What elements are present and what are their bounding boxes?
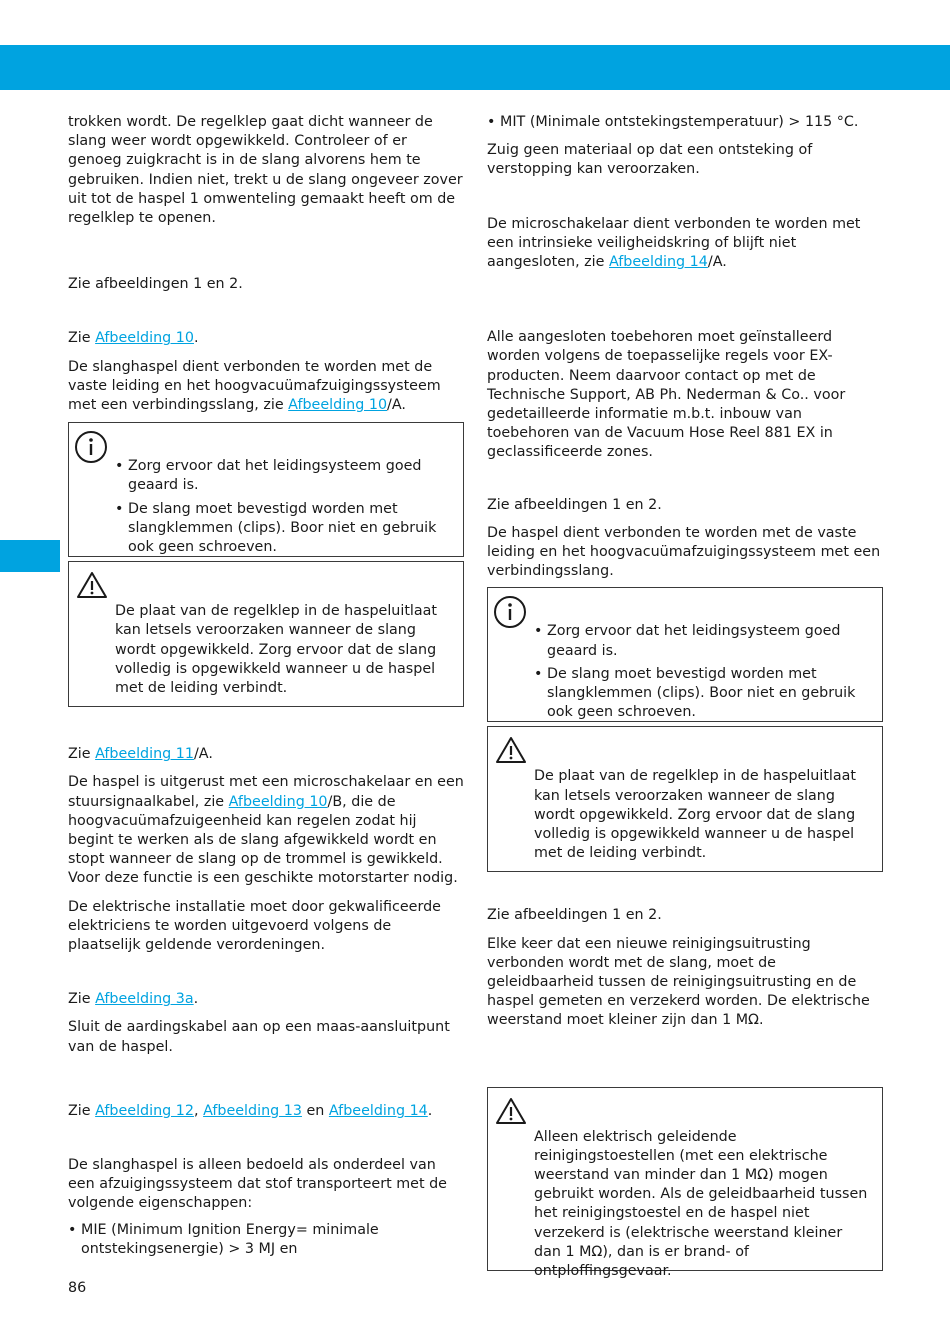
info-box bbox=[68, 422, 464, 557]
paragraph: De haspel dient verbonden te worden met de vaste leiding en het hoogvacuümafzuigingssysteem met een verbindingsslang. bbox=[487, 524, 881, 580]
figure-link[interactable]: Afbeelding 3a bbox=[95, 991, 194, 1008]
list-item: • MIT (Minimale ontstekingstemperatuur) > 115 °C. bbox=[487, 113, 883, 132]
warning-text: De plaat van de regelklep in de haspeluitlaat kan letsels veroorzaken wanneer de slang wordt opgewikkeld. Zorg ervoor dat de slang volledig is opgewikkeld wanneer u de haspel met de leiding verbindt. bbox=[534, 768, 857, 862]
figure-link[interactable]: Afbeelding 10 bbox=[288, 397, 388, 414]
warning-box bbox=[487, 726, 883, 872]
list-item: • Zorg ervoor dat het leidingsysteem goed geaard is. bbox=[534, 622, 870, 660]
paragraph: Zie afbeeldingen 1 en 2. bbox=[68, 276, 243, 293]
paragraph: De haspel is uitgerust met een microschakelaar en een stuursignaalkabel, zie Afbeelding 10/B, die de hoogvacuümafzuigeenheid kan regelen zodat hij begint te werken als de slang afgewikkeld wordt en stopt wanneer de slang op de trommel is gewikkeld. Voor deze functie is een geschikte motorstarter nodig. bbox=[68, 774, 464, 887]
warning-icon bbox=[76, 571, 108, 599]
list-item: • MIE (Minimum Ignition Energy= minimale ontstekingsenergie) > 3 MJ en bbox=[68, 1221, 464, 1259]
paragraph: De slanghaspel is alleen bedoeld als onderdeel van een afzuigingssysteem dat stof transporteert met de volgende eigenschappen: bbox=[68, 1157, 447, 1212]
figure-link[interactable]: Afbeelding 12 bbox=[95, 1102, 194, 1119]
paragraph: De microschakelaar dient verbonden te worden met een intrinsieke veiligheidskring of blijft niet aangesloten, zie Afbeelding 14/A. bbox=[487, 215, 861, 271]
figure-link[interactable]: Afbeelding 11 bbox=[95, 746, 194, 763]
info-icon bbox=[494, 596, 526, 628]
figure-link[interactable]: Afbeelding 10 bbox=[228, 793, 328, 810]
warning-icon bbox=[495, 736, 527, 764]
list-item: • De slang moet bevestigd worden met slangklemmen (clips). Boor niet en gebruik ook geen schroeven. bbox=[534, 665, 870, 723]
figure-link[interactable]: Afbeelding 10 bbox=[95, 330, 194, 347]
paragraph: Alle aangesloten toebehoren moet geïnstalleerd worden volgens de toepasselijke regels voor EX-producten. Neem daarvoor contact op met de Technische Support, AB Ph. Nederman & Co.. voor gedetailleerde informatie m.b.t. inbouw van toebehoren van de Vacuum Hose Reel 881 EX in geclassificeerde zones. bbox=[487, 329, 846, 461]
left-column bbox=[68, 113, 464, 1259]
warning-text: De plaat van de regelklep in de haspeluitlaat kan letsels veroorzaken wanneer de slang wordt opgewikkeld. Zorg ervoor dat de slang volledig is opgewikkeld wanneer u de haspel met de leiding verbindt. bbox=[115, 603, 438, 697]
warning-box bbox=[68, 561, 464, 707]
list-item: • De slang moet bevestigd worden met slangklemmen (clips). Boor niet en gebruik ook geen schroeven. bbox=[115, 500, 451, 558]
list-item: • Zorg ervoor dat het leidingsysteem goed geaard is. bbox=[115, 457, 451, 495]
paragraph: Zie Afbeelding 3a. bbox=[68, 991, 199, 1008]
warning-box bbox=[487, 1087, 883, 1280]
warning-text: Alleen elektrisch geleidende reinigingstoestellen (met een elektrische weerstand van minder dan 1 MΩ) mogen gebruikt worden. Als de geleidbaarheid tussen het reinigingstoestel en de haspel niet verzekerd is (elektrische weerstand kleiner dan 1 MΩ), dan is er brand- of ontploffingsgevaar. bbox=[534, 1128, 868, 1280]
paragraph: Sluit de aardingskabel aan op een maas-aansluitpunt van de haspel. bbox=[68, 1019, 450, 1055]
section-tab-marker bbox=[0, 540, 60, 572]
warning-icon bbox=[495, 1097, 527, 1125]
info-icon bbox=[75, 431, 107, 463]
paragraph: Elke keer dat een nieuwe reinigingsuitrusting verbonden wordt met de slang, moet de geleidbaarheid tussen de reinigingsuitrusting en de haspel gemeten en verzekerd worden. De elektrische weerstand moet kleiner zijn dan 1 MΩ. bbox=[487, 935, 870, 1029]
info-box bbox=[487, 587, 883, 722]
paragraph: Zie Afbeelding 11/A. bbox=[68, 746, 213, 763]
paragraph: De elektrische installatie moet door gekwalificeerde elektriciens te worden uitgevoerd volgens de plaatselijk geldende verordeningen. bbox=[68, 898, 441, 954]
paragraph: Zie Afbeelding 12, Afbeelding 13 en Afbeelding 14. bbox=[68, 1102, 433, 1119]
paragraph: Zie afbeeldingen 1 en 2. bbox=[487, 907, 662, 924]
figure-link[interactable]: Afbeelding 13 bbox=[203, 1102, 302, 1119]
paragraph: Zie afbeeldingen 1 en 2. bbox=[487, 496, 662, 513]
figure-link[interactable]: Afbeelding 14 bbox=[609, 254, 708, 271]
paragraph: Zie Afbeelding 10. bbox=[68, 330, 199, 347]
paragraph: De slanghaspel dient verbonden te worden met de vaste leiding en het hoogvacuümafzuigingssysteem met een verbindingsslang, zie Afbeelding 10/A. bbox=[68, 358, 441, 414]
page-number: 86 bbox=[68, 1280, 87, 1296]
paragraph: trokken wordt. De regelklep gaat dicht wanneer de slang weer wordt opgewikkeld. Controleer of er genoeg zuigkracht is in de slang alvorens hem te gebruiken. Indien niet, trekt u de slang ongeveer zover uit tot de haspel 1 omwenteling gemaakt heeft om de regelklep te openen. bbox=[68, 114, 463, 227]
paragraph: Zuig geen materiaal op dat een ontsteking of verstopping kan veroorzaken. bbox=[487, 142, 813, 178]
right-column bbox=[487, 113, 883, 1280]
header-bar bbox=[0, 45, 950, 90]
figure-link[interactable]: Afbeelding 14 bbox=[328, 1102, 428, 1119]
